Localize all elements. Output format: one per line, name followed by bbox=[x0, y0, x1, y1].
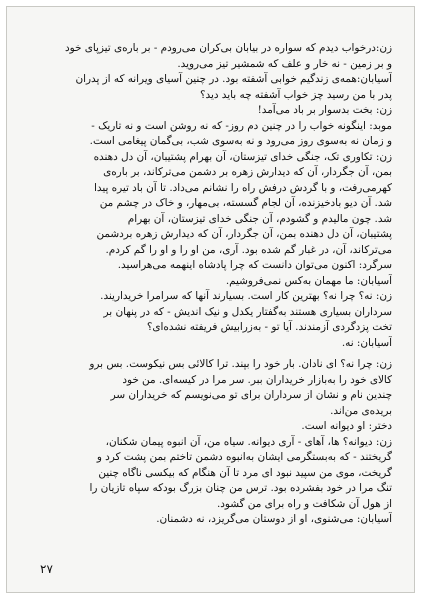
text-line: و بر زمین - نه خار و علف که شمشیر تیز می‌روید. bbox=[177, 57, 392, 70]
text-line: دختر: او دیوانه است. bbox=[301, 420, 392, 432]
text-line: شد. چون مالیدم و گشودم، آن جنگی خدای تیزستان، آن بهرام bbox=[127, 212, 392, 225]
page-number: ۲۷ bbox=[40, 562, 53, 576]
text-line: بریده‌ی من‌اند. bbox=[330, 404, 392, 417]
text-line: گریختند - که به‌بستگرمی ایشان به‌انبوه دشمن تاختم بمن پشت کرد و bbox=[96, 451, 392, 463]
book-page bbox=[6, 6, 415, 593]
page-body-text bbox=[43, 41, 392, 528]
text-line: سرداران بسیاری هستند به‌گفتار یکدل و نیک اندیش - که در پنهان بر bbox=[103, 305, 392, 318]
text-line: کهرمی‌رفت، و با گردش درفش راه را نشانم می‌داد. تا آن باد تیره پیدا bbox=[94, 181, 392, 194]
text-line: از هول آن شکافت و راه برای من گشود. bbox=[216, 497, 392, 510]
text-line: آسیابان: می‌شنوی، او از دوستان می‌گریزد، نه دشمنان. bbox=[156, 513, 392, 525]
text-line: تخت پزدگردی آزمندند. آیا تو - به‌زرابیش فریفته نشده‌ای؟ bbox=[146, 321, 392, 333]
page-header-faint bbox=[157, 15, 317, 25]
text-line: موبد: اینگونه خواب را در چنین دم روز- که نه روشن است و نه تاریک - bbox=[91, 119, 392, 132]
text-line: زن: دیوانه؟ ها، آهای - آری دیوانه. سیاه من، آن انبوه پیمان شکنان، bbox=[105, 435, 392, 448]
text-line: پشتیبان، آن دل دهنده بمن، آن جگردار، آن که دیدارش زهره بردشمن bbox=[96, 228, 392, 240]
text-line: و زمان نه به‌سوی روز می‌رود و نه به‌سوی شب، بی‌گمان پیغامی است. bbox=[89, 135, 392, 147]
text-line: آسیابان: ما مهمان به‌کس نمی‌فروشیم. bbox=[225, 274, 392, 287]
text-line: آسیابان:همه‌ی زندگیم خوابی آشفته بود. در چنین آسیای ویرانه که از پدران bbox=[75, 73, 392, 85]
text-line: گریخت، موی من سپید نبود ای مرد تا آن هنگام که بیکسی ناگاه چنین bbox=[98, 466, 392, 479]
text-line: کالای خود را به‌بازار خریداران ببر. سر مرا در کیسه‌ای. من خود bbox=[122, 373, 392, 386]
text-line: شد. آن دیو بادخیزنده، آن لجام گسسته، بی‌مهار، و خاک در چشم من bbox=[99, 197, 392, 209]
text-line: زن:درخواب دیدم که سواره در بیابان بی‌کران می‌رودم - بر باره‌ی تیزپای خود bbox=[65, 42, 392, 54]
text-line: زن: نه؟ چرا نه؟ بهترین کار است. بسیارند آنها که سرامرا خریداریند. bbox=[100, 290, 392, 302]
text-line: تنگ مرا در خود بفشرده بود. ترس من چنان بزرگ بودکه سپاه تازیان را bbox=[89, 482, 392, 494]
text-line: زن: چرا نه؟ ای نادان. بار خود را بپند. ترا کالائی بس نیکوست. بس برو bbox=[89, 358, 392, 370]
text-line: بمن، آن جگردار، آن که دیدارش زهره بر دشمن می‌ترکاند، بر باره‌ی bbox=[103, 166, 392, 178]
text-line: سرگرد: اکنون می‌توان دانست که چرا پادشاه اینهمه می‌هراسید. bbox=[117, 259, 392, 271]
text-line: زن: بخت بدسوار بر باد می‌آمد! bbox=[257, 104, 392, 116]
text-line: چندین نام و نشان از سرداران برای تو می‌نویسم که خریداران سر bbox=[110, 389, 392, 401]
text-line: می‌ترکاند، آن، در غبار گم شده بود. آری، من او را و او را گم کردم. bbox=[105, 243, 392, 256]
text-line: آسیابان: نه. bbox=[341, 336, 392, 349]
text-line: پدر با من رسید چز خواب آشفته چه باید دید؟ bbox=[200, 88, 392, 101]
text-line: زن: تکاوری تک، جنگی خدای تیزستان، آن بهرام پشتیبان، آن دل دهنده bbox=[93, 150, 392, 163]
